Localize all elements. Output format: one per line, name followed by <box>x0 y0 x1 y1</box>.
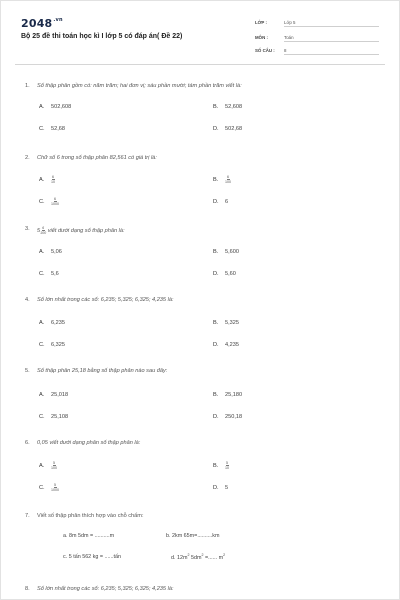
q3-option-a[interactable] <box>39 249 62 255</box>
question-text: Chữ số 6 trong số thập phân 82,561 có giá trị là: <box>37 155 157 161</box>
q2-option-c[interactable] <box>39 197 59 206</box>
question-text: Viết số thập phân thích hợp vào chỗ chấm: <box>37 513 144 519</box>
q5-option-d[interactable] <box>213 414 242 420</box>
blank-label: d. <box>171 554 176 561</box>
option-text: 502,608 <box>51 104 72 110</box>
meta-subject-label: MÔN : <box>255 35 268 40</box>
q6-option-a[interactable] <box>39 461 57 470</box>
q4-option-d[interactable] <box>213 342 239 348</box>
q3-option-b[interactable] <box>213 249 239 255</box>
option-text: 5,6 <box>51 271 59 277</box>
option-letter: D. <box>213 414 219 420</box>
question-text: Số thập phân 25,18 bằng số thập phân nào sau đây: <box>37 368 168 374</box>
q1-option-c[interactable] <box>39 126 65 132</box>
q7-blank-c[interactable] <box>63 554 121 560</box>
fraction <box>51 461 57 470</box>
denominator: 10 <box>225 466 229 470</box>
logo-tld: .vn <box>53 17 63 23</box>
option-text: 25,108 <box>51 414 69 420</box>
q1-option-a[interactable] <box>39 104 71 110</box>
superscript: 2 <box>187 553 190 557</box>
q7-blank-b[interactable] <box>166 533 219 539</box>
denominator: 100 <box>51 466 57 470</box>
option-letter: C. <box>39 342 45 348</box>
q6-option-c[interactable] <box>39 483 59 492</box>
option-letter: B. <box>213 176 219 183</box>
numerator: 5 <box>226 461 228 465</box>
numerator: 6 <box>42 226 45 230</box>
blank-text-part: 12m <box>177 554 188 561</box>
document-title: Bộ 25 đề thi toán học kì I lớp 5 có đáp án( Đề 22) <box>21 33 183 40</box>
option-letter: A. <box>39 104 45 110</box>
question-number: 3. <box>25 226 30 232</box>
q1-option-b[interactable] <box>213 104 242 110</box>
question-number: 2. <box>25 155 30 161</box>
q3-option-c[interactable] <box>39 271 59 277</box>
option-text: 4,235 <box>225 342 239 348</box>
question-number: 8. <box>25 586 30 592</box>
option-text: 6,235 <box>51 320 65 326</box>
q1-option-d[interactable] <box>213 126 242 132</box>
option-text: 5,325 <box>225 320 239 326</box>
option-letter: C. <box>39 198 45 205</box>
option-text: 5,600 <box>225 249 239 255</box>
option-text: 502,68 <box>225 126 243 132</box>
question-text: 0,05 viết dưới dạng phân số thập phân là: <box>37 440 141 446</box>
numerator: 6 <box>52 175 54 179</box>
denominator: 1000 <box>51 488 59 492</box>
fraction <box>51 175 55 184</box>
question-text-rest: viết dưới dạng số thập phân là: <box>47 227 125 234</box>
numerator: 5 <box>53 461 55 465</box>
blank-text-part: =...... m <box>203 554 224 561</box>
option-text: 25,180 <box>225 392 243 398</box>
question-number: 5. <box>25 368 30 374</box>
meta-class-label: LỚP : <box>255 20 267 25</box>
option-letter: D. <box>213 126 219 132</box>
meta-class-value: Lớp 5 <box>284 20 379 27</box>
option-letter: B. <box>213 462 219 469</box>
option-letter: B. <box>213 249 219 255</box>
option-text: 6 <box>225 199 229 205</box>
option-text: 250,18 <box>225 414 243 420</box>
question-number: 7. <box>25 513 30 519</box>
blank-text-part: 5dm <box>189 554 202 561</box>
numerator: 6 <box>54 197 56 201</box>
option-text: 5,60 <box>225 271 236 277</box>
fraction <box>225 461 229 470</box>
option-text: 5,06 <box>51 249 62 255</box>
option-letter: A. <box>39 462 45 469</box>
option-letter: C. <box>39 126 45 132</box>
blank-text: 2km 65m=..........km <box>172 533 220 539</box>
option-text: 52,608 <box>225 104 243 110</box>
option-text: 25,018 <box>51 392 69 398</box>
option-letter: A. <box>39 392 45 398</box>
option-letter: D. <box>213 485 219 491</box>
question-text: Số lớn nhất trong các số: 6,235; 5,325; 6,325; 4,235 là: <box>37 586 174 592</box>
option-letter: D. <box>213 342 219 348</box>
question-number: 1. <box>25 83 30 89</box>
site-logo[interactable] <box>21 17 63 30</box>
blank-text: 8m 5dm = ..........m <box>69 533 115 539</box>
denominator: 100 <box>40 231 47 235</box>
mixed-number-whole: 5 <box>37 227 41 234</box>
fraction <box>40 226 46 235</box>
option-text: 6,325 <box>51 342 65 348</box>
option-letter: A. <box>39 176 45 183</box>
question-number: 6. <box>25 440 30 446</box>
numerator: 6 <box>227 175 229 179</box>
denominator: 1000 <box>51 202 59 206</box>
meta-subject-value: Toán <box>284 35 379 42</box>
q6-option-b[interactable] <box>213 461 229 470</box>
denominator: 10 <box>51 180 55 184</box>
fraction <box>225 175 231 184</box>
q4-option-c[interactable] <box>39 342 65 348</box>
logo-main: 2048 <box>21 17 53 30</box>
q2-option-d[interactable] <box>213 199 228 205</box>
superscript: 2 <box>201 553 204 557</box>
option-letter: C. <box>39 484 45 491</box>
option-letter: A. <box>39 320 45 326</box>
q5-option-b[interactable] <box>213 392 242 398</box>
option-text: 52,68 <box>51 126 65 132</box>
q7-blank-a[interactable] <box>63 533 114 539</box>
question-number: 4. <box>25 297 30 303</box>
option-letter: B. <box>213 392 219 398</box>
q7-blank-d[interactable] <box>171 553 225 561</box>
q5-option-a[interactable] <box>39 392 68 398</box>
superscript: 2 <box>223 553 226 557</box>
q4-option-b[interactable] <box>213 320 239 326</box>
q2-option-a[interactable] <box>39 175 55 184</box>
option-letter: C. <box>39 414 45 420</box>
blank-label: c. <box>63 554 68 560</box>
q2-option-b[interactable] <box>213 175 231 184</box>
denominator: 100 <box>225 180 231 184</box>
q5-option-c[interactable] <box>39 414 68 420</box>
option-letter: B. <box>213 320 219 326</box>
option-letter: C. <box>39 271 45 277</box>
blank-label: a. <box>63 533 68 539</box>
blank-text: 5 tấn 562 kg = ......tấn <box>68 554 121 560</box>
question-text: Số thập phân gồm có: năm trăm; hai đơn vị; sáu phần mười; tám phần trăm viết là: <box>37 83 242 89</box>
blank-label: b. <box>166 533 171 539</box>
option-letter: A. <box>39 249 45 255</box>
numerator: 5 <box>54 483 56 487</box>
option-text: 5 <box>225 485 229 491</box>
option-letter: D. <box>213 199 219 205</box>
meta-count-label: SỐ CÂU : <box>255 48 275 53</box>
q3-option-d[interactable] <box>213 271 236 277</box>
fraction <box>51 197 59 206</box>
meta-count-value: 8 <box>284 48 379 55</box>
question-text: Số lớn nhất trong các số: 6,235; 5,325; 6,325; 4,235 là: <box>37 297 174 303</box>
header-divider <box>15 64 385 65</box>
option-letter: B. <box>213 104 219 110</box>
option-letter: D. <box>213 271 219 277</box>
q6-option-d[interactable] <box>213 485 228 491</box>
q4-option-a[interactable] <box>39 320 65 326</box>
question-text <box>37 226 125 235</box>
fraction <box>51 483 59 492</box>
